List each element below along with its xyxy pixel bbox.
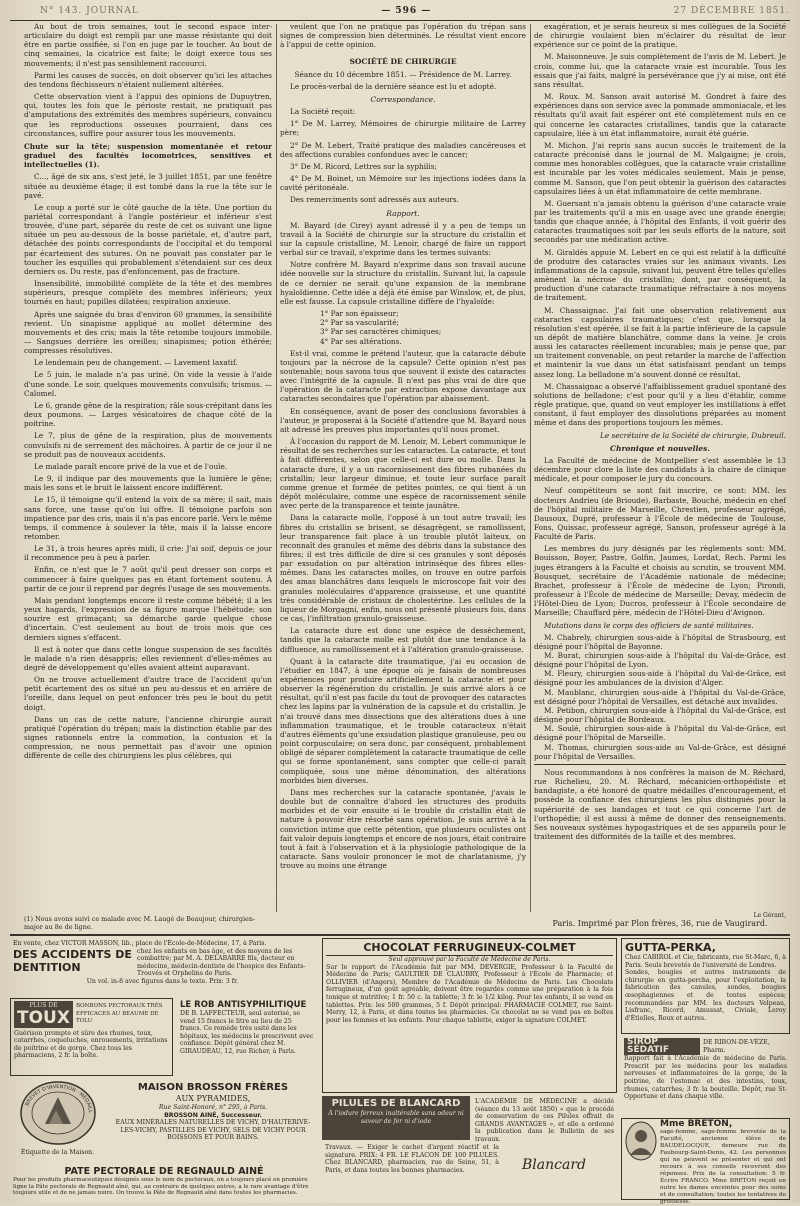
- list-item: 2° Par sa vascularité;: [320, 318, 399, 328]
- ad-gutta-body: Sondes, bougies et autres instruments de chirurgie en gutta-percha, pour l'exploitation, la fabrication des canules, sondes, bougies œsophagiennes et de toutes espèces; recommandées par MM. les docteurs Velpeau, Lisfranc, Ricord, Amussat, Civiale, Leroy d'Étiolles, Roux et autres.: [625, 969, 786, 1022]
- paragraph: M. Guersant n'a jamais obtenu la guérison d'une cataracte vraie par les traitements qu'il a mis en usage avec une grande énergie; tandis que chaque année, à l'hôpital des Enfants, il voit guérir des cataractes traumatiques soit par les seuls efforts de la nature, soit secondés par une médication active.: [534, 198, 786, 245]
- ad-blancard-right: L'ACADÉMIE DE MÉDECINE a décidé (séance du 13 août 1850) « que le procédé de conservation de ces Pilules offrait de GRANDS AVANTAGES », et elle a ordonné la publication dans le Bulletin de ses travaux.: [475, 1098, 614, 1143]
- ad-blancard-left: Travaux. — Exiger le cachet d'argent réactif et la signature. PRIX: 4 FR. LE FLACON DE 100 PILULES. Chez BLANCARD, pharmacien, rue de Seine, 51, à Paris, et dans toutes les bonnes pharmacies.: [325, 1144, 499, 1174]
- ad-brosson-body: EAUX MINÉRALES NATURELLES DE VICHY, D'HAUTERIVE-LES-VICHY, PASTILLES DE VICHY, SELS DE VICHY POUR BOISSONS ET POUR BAINS.: [115, 1119, 311, 1142]
- paragraph: M. Petibon, chirurgien sous-aide à l'hôpital du Val-de-Grâce, est désigné pour l'hôpital de Bordeaux.: [534, 705, 786, 725]
- ad-breton-body: sage-femme, sage-femme brevetée de la Faculté, ancienne élève de BAUDELOCQUE, demeure rue du Faubourg-Saint-Denis, 42. Les personnes qui ne peuvent se présenter et qui ont recours à ses conseils recevront des réponses. Prix de la consultation: 5 fr. Écrire FRANCO. Mme BRETON reçoit en outre les dames enceintes pour des soins et de consultation; toutes les tentatives de grossesse.: [660, 1128, 786, 1205]
- session-line: Séance du 10 décembre 1851. — Présidence de M. Larrey.: [294, 69, 512, 79]
- paragraph: Le 15, il témoigne qu'il entend la voix de sa mère; il sait, mais sans force, une tasse qu'on lui offre. Il témoigne parfois son impatience par des cris, mais il n'a pas encore parlé. Vers le même temps, il commence à soulever la tête, mais il la laisse encore retomber.: [24, 495, 272, 541]
- list-item: 4° Par ses altérations.: [320, 336, 402, 346]
- corr-item: Des remerciments sont adressés aux auteurs.: [290, 195, 459, 205]
- ad-breton: [621, 1118, 790, 1205]
- header-rule: [10, 20, 790, 21]
- paragraph: Le 9, il indique par des mouvements que la lumière le gêne; mais les sons et le bruit le laissent encore indifférent.: [24, 474, 272, 493]
- ad-brosson-sub: AUX PYRAMIDES,: [175, 1094, 251, 1103]
- ad-masson-line1: En vente, chez VICTOR MASSON, lib., place de l'École-de-Médecine, 17, à Paris.: [13, 940, 267, 947]
- corr-item: 4° De M. Boinet, un Mémoire sur les injections iodées dans la cavité péritonéale.: [280, 174, 526, 193]
- paragraph: M. Bayard (de Cirey) ayant adressé il y a peu de temps un travail à la Société de chirurgie sur la structure du cristallin et sur la capsule cristalline, M. Lenoir, chargé de faire un rapport verbal sur ce travail, s'exprime dans les termes suivants:: [280, 220, 526, 258]
- list-item: 3° Par ses caractères chimiques;: [320, 327, 442, 337]
- ad-toux-body: Guérison prompte et sûre des rhumes, toux, catarrhes, coqueluches, enrouements, irritations de poitrine et de gorge. Chez tous les pharmaciens, 2 fr. la boîte.: [14, 1029, 168, 1060]
- paragraph: Le lendemain peu de changement. — Lavement laxatif.: [34, 358, 238, 368]
- ad-toux: [10, 998, 173, 1076]
- column-3: [534, 22, 786, 912]
- ad-blancard-signature: Blancard: [522, 1157, 586, 1173]
- header-left: N° 143. JOURNAL: [40, 6, 139, 16]
- paragraph: Insensibilité, immobilité complète de la tête et des membres supérieurs, presque complète des membres inférieurs; yeux tournés en haut; pupilles dilatées; respiration anxieuse.: [24, 279, 272, 307]
- ad-rob: [177, 998, 317, 1076]
- paragraph: Les membres du jury désignés par les règlements sont: MM. Bouisson, Boyer, Pastre, Golfin, Jaumes, Lordat, Rech. Parmi les juges étrangers à la Faculté et choisis au scrutin, se trouvent MM. Bousquet, secrétaire de l'Académie nationale de médecine; Brachet, professeur à l'École de médecine de Lyon; Pirondi, professeur à l'École de médecine de Marseille; Devay, médecin de l'Hôtel-Dieu de Lyon; Ducros, professeur à l'École secondaire de Marseille; Chauffard père, médecin de l'Hôtel-Dieu d'Avignon.: [534, 544, 786, 618]
- paragraph: Mais pendant longtemps encore il reste comme hébété; il a les yeux hagards, l'expression de sa figure marque l'hébétude; son sourire est grimaçant; sa démarche garde quelque chose d'incertain. C'est seulement au bout de trois mois que ces derniers signes s'effacent.: [24, 595, 272, 642]
- paragraph: Est-il vrai, comme le prétend l'auteur, que la cataracte débute toujours par la nécrose de la capsule? Cette opinion n'est pas soutenable; nous savons tous que souvent il existe des cataractes avec l'intégrité de la capsule. Il n'est pas plus vrai de dire que l'opération de la cataracte par extraction expose davantage aux cataractes secondaires que l'opération par abaissement.: [280, 348, 526, 404]
- paragraph: On ne trouve actuellement d'autre trace de l'accident qu'un petit écartement des os situé un peu au-dessus et en arrière de l'oreille, dans lequel on peut enfoncer très peu le bout du petit doigt.: [24, 675, 272, 712]
- ad-blancard-banner: [322, 1096, 470, 1140]
- ad-gutta-head: Chez CABIROL et Cie, fabricants, rue St-Marc, 6, à Paris. Seuls brevetés de l'université de Londres.: [625, 954, 786, 969]
- paragraph: En conséquence, avant de poser des conclusions favorables à l'auteur, je proposerai à la Société d'attendre que M. Bayard nous ait adressé les preuves plus importantes qu'il nous promet.: [280, 406, 526, 434]
- corr-item: 3° De M. Ricord, Lettres sur la syphilis;: [290, 161, 437, 171]
- ad-chocolat: [322, 938, 617, 1093]
- paragraph: Notre confrère M. Bayard n'exprime dans son travail aucune idée nouvelle sur la structure du cristallin. Suivant lui, la capsule de ce dernier ne serait qu'une expansion de la membrane hyaloïdienne. Cette idée a déjà été émise par Winslow, et, de plus, elle est fausse. La capsule cristalline diffère de l'hyaloïde:: [280, 260, 526, 306]
- paragraph: M. Chabrely, chirurgien sous-aide à l'hôpital de Strasbourg, est désigné pour l'hôpital de Bayonne.: [534, 632, 786, 651]
- paragraph: exagération, et je serais heureux si mes collègues de la Société de chirurgie voulaient bien m'éclairer du résultat de leur expérience sur ce point de la pratique.: [534, 22, 786, 50]
- rapport-title: Rapport.: [386, 208, 420, 218]
- seal-emblem-icon: [19, 1080, 97, 1146]
- secretary-signature: Le secrétaire de la Société de chirurgie, Dubreuil.: [600, 430, 786, 440]
- paragraph: Le coup a porté sur le côté gauche de la tête. Une portion du pariétal correspondant à l'angle postérieur et inférieur s'est trouvée, d'une part, séparée du reste de cet os suivant une ligne située un peu au-dessous de la bosse pariétale, et, d'autre part, détachée des points correspondants de l'occipital et du temporal par écartement des sutures. On ne pouvait pas constater par le toucher les esquilles qui probablement s'étendaient sur ces deux derniers os. Du reste, pas d'enfoncement, pas de fracture.: [24, 202, 272, 276]
- ads-rule: [10, 934, 790, 936]
- paragraph: M. Soulé, chirurgien sous-aide à l'hôpital du Val-de-Grâce, est désigné pour l'hôpital de Marseille.: [534, 724, 786, 743]
- paragraph: Après une saignée du bras d'environ 60 grammes, la sensibilité revient. Un sinapisme appliqué au mollet détermine des mouvements et des cris; mais la tête retombe toujours immobile. — Sangsues derrière les oreilles; sinapismes; potion éthérée; compresses résolutives.: [24, 309, 272, 356]
- paragraph: Le malade paraît encore privé de la vue et de l'ouïe.: [34, 461, 228, 471]
- ad-brosson-succ: BROSSON AINÉ, Successeur.: [164, 1111, 262, 1119]
- paragraph: M. Fleury, chirurgien sous-aide à l'hôpital du Val-de-Grâce, est désigné pour les ambulances de la division d'Alger.: [534, 669, 786, 688]
- ad-brosson-title: MAISON BROSSON FRÈRES: [137, 1082, 289, 1093]
- paragraph: M. Burat, chirurgien sous-aide à l'hôpital du Val-de-Grâce, est désigné pour l'hôpital de Lyon.: [534, 651, 786, 670]
- ad-choc-sub: Seul approuvé par la Faculté de Médecine de Paris.: [388, 956, 551, 963]
- ad-blancard: [322, 1096, 617, 1200]
- society-title: SOCIÉTÉ DE CHIRURGIE: [349, 57, 457, 67]
- page-header: [40, 6, 790, 20]
- column-2: [280, 22, 526, 912]
- ad-blancard-title: PILULES DE BLANCARD: [331, 1098, 461, 1109]
- footnote: (1) Nous avons suivi ce malade avec M. Laugé de Beaujour, chirurgien-major au 8e de ligne.: [24, 915, 256, 931]
- ad-regnauld-body: Pour les produits pharmaceutiques désignés sous le nom de pectoraux, on a toujours placé en première ligne la Pâte pectorale de Regnauld aîné, qui, au contraire de quelques autres, a le rare avantage d'être toujours utile et de ne jamais nuire. On trouve la Pâte de Regnauld aîné dans toutes les pharmacies.: [13, 1177, 309, 1197]
- corr-item: 2° De M. Lebert, Traité pratique des maladies cancéreuses et des affections curables confondues avec le cancer;: [280, 140, 526, 159]
- paragraph: Parmi les causes de succès, on doit observer qu'ici les attaches des tendons fléchisseurs n'étaient nullement altérées.: [24, 70, 272, 89]
- paragraph: veulent que l'on ne pratique pas l'opération du trépan sans signes de compression bien déterminés. Le résultat vient encore à l'appui de cette opinion.: [280, 22, 526, 50]
- paragraph: Le 6, grande gêne de la respiration; râle sous-crépitant dans les deux poumons. — Larges vésicatoires de chaque côté de la poitrine.: [24, 400, 272, 429]
- seal-ring-text: BREVET D'INVENTION · MÉDAILL: [23, 1083, 93, 1114]
- column-divider: [276, 24, 277, 912]
- ad-toux-title: TOUX: [17, 1007, 70, 1028]
- ad-blancard-sub: À l'iodure ferreux inaltérable sans odeur ni saveur de fer ni d'iode: [328, 1110, 464, 1125]
- column-1: [24, 22, 272, 912]
- header-right: 27 DÉCEMBRE 1851.: [673, 6, 790, 16]
- paragraph: Neuf compétiteurs se sont fait inscrire, ce sont: MM. les docteurs Andrieu (de Brioude), Barbaste, Bouché, médecin en chef de l'hôpital militaire de Marseille, Chrestien, professeur agrégé, Dausoux, Dupré, professeur à l'École de médecine de Toulouse, Fons, Quissac, professeur agrégé, Sanson, professeur agrégé à la Faculté de Paris.: [534, 486, 786, 542]
- paragraph: Dans mes recherches sur la cataracte spontanée, j'avais le double but de connaître d'abord les structures des produits morbides et de voir ensuite si le trouble du cristallin était de nature à pouvoir être résorbé sans opération. Je suis arrivé à la conviction intime que cette pétention, que plusieurs oculistes ont fait valoir depuis longtemps et encore de nos jours, était contraire tout à fait à l'observation et à la physiologie pathologique de la cataracte. Sans vouloir prononcer le mot de charlatanisme, j'y trouve au moins une étrange: [280, 787, 526, 871]
- ad-brosson-addr: Rue Saint-Honoré, n° 295, à Paris.: [158, 1104, 268, 1111]
- paragraph: M. Chassaignac a observé l'affaiblissement graduel spontané des solutions de belladone; c'est pour qu'il y a lieu d'établir, comme règle pratique, que, quand on veut employer les instillations à effet constant, il faut employer des dissolutions préparées au moment même et dans des proportions toujours les mêmes.: [534, 381, 786, 428]
- section-title: Chute sur la tête; suspension momentanée et retour graduel des facultés locomotrices, sensitives et intellectuelles (1).: [24, 141, 272, 170]
- paragraph: La Faculté de médecine de Montpellier s'est assemblée le 13 décembre pour clore la liste des candidats à la chaire de clinique médicale, et pour composer le jury du concours.: [534, 455, 786, 484]
- ad-toux-top: PLUS DE: [29, 1002, 58, 1009]
- ad-seal: [10, 1080, 105, 1162]
- chronicle-title: Chronique et nouvelles.: [610, 443, 710, 453]
- column-divider: [530, 24, 531, 912]
- ad-gutta: [621, 938, 790, 1034]
- paragraph: M. Maisonneuve. Je suis complètement de l'avis de M. Lebert. Je crois, comme lui, que la cataracte vraie est incurable. Tous les essais que j'ai faits, malgré la persévérance que j'y ai mise, ont été sans résultat.: [534, 52, 786, 89]
- ad-toux-side: BONBONS PECTORAUX TRÈS EFFICACES AU BEAUME DE TOLU: [75, 1002, 163, 1025]
- ad-gutta-title: GUTTA-PERKA,: [625, 941, 716, 954]
- ad-brosson: [108, 1080, 318, 1162]
- paragraph: À l'occasion du rapport de M. Lenoir, M. Lebert communique le résultat de ses recherches sur les cataractes. La cataracte, et tout à fait différentes, selon que celle-ci est dure ou molle. Dans la cataracte dure, il y a un racornissement des fibres rubanées du cristallin; leur largeur diminue, et toute leur surface paraît comme grenue et formée de petites pointes, ce qui tient à un dépôt moléculaire, comme une espèce de racornissement sénile avec perte de la transparence et teinte jaunâtre.: [280, 437, 526, 511]
- paragraph: M. Giraldès appuie M. Lebert en ce qui est relatif à la difficulté de produire des cataractes vraies sur les animaux vivants. Les inflammations de la capsule, suivant lui, peuvent être telles qu'elles amènent la nécrose du cristallin; dont, par conséquent, la production d'une cataracte traumatique réfractaire à nos moyens de traitement.: [534, 247, 786, 303]
- paragraph: M. Thomas, chirurgien sous-aide au Val-de-Grâce, est désigné pour l'hôpital de Versailles.: [534, 742, 786, 761]
- ad-seal-caption: Étiquette de la Maison.: [20, 1148, 95, 1156]
- paragraph: La cataracte dure est donc une espèce de dessèchement, tandis que la cataracte molle est plutôt due une tendance à la diffluence, au ramollissement et à l'altération granulo-graisseuse.: [280, 626, 526, 654]
- ad-sirop: [621, 1036, 790, 1116]
- corr-item: La Société reçoit:: [290, 107, 356, 117]
- ad-toux-badge: [14, 1001, 73, 1028]
- paragraph: Le 5 juin, le malade n'a pas uriné. On vide la vessie à l'aide d'une sonde. Le soir, quelques mouvements convulsifs; trismus. — Calomel.: [24, 370, 272, 398]
- ad-sirop-title: SIROP SÉDATIF: [624, 1038, 700, 1055]
- ad-sirop-side: DE RIBON-DE-VÈZE, Pharm.: [703, 1039, 770, 1054]
- ad-masson-title: DES ACCIDENTS DE DENTITION: [13, 947, 132, 974]
- ad-rob-title: LE ROB ANTISYPHILITIQUE: [180, 1000, 307, 1010]
- paragraph: Enfin, ce n'est que le 7 août qu'il peut dresser son corps et commencer à faire quelques pas en étant fortement soutenu. À partir de ce jour il reprend par degrés l'usage de ses mouvements.: [24, 565, 272, 593]
- paragraph: Cette observation vient à l'appui des opinions de Dupuytren, qui, toutes les fois que le périoste restait, ne pratiquait pas d'amputations des extrémités des membres supérieurs, convaincu que les reproductions osseuses pourraient, dans ces circonstances, suffire pour assurer tous les mouvements.: [24, 92, 272, 138]
- paragraph: M. Maublanc, chirurgien sous-aide à l'hôpital du Val-de-Grâce, est désigné pour l'hôpital de Versailles, est détaché aux invalides.: [534, 687, 786, 706]
- paragraph: C..., âgé de six ans, s'est jeté, le 3 juillet 1851, par une fenêtre située au deuxième étage; il est tombé dans la rue la tête sur le pavé.: [24, 172, 272, 200]
- portrait-icon: [625, 1121, 657, 1161]
- paragraph: Dans la cataracte molle, l'opposé à un tout autre travail; les fibres du cristallin se brisent, se désagrègent, se ramollissent, leur transparence fait place à un trouble plutôt laiteux, on reconnaît des granules et même des débris dans la substance des fibres; il est très difficile de dire si ces granules y sont déposés par exsudation ou par altération intrinsèque des fibres elles-mêmes. Dans les cataractes molles, on trouve en outre parfois des amas blanchâtres dans lesquels le microscope fait voir des granules moléculaires d'apparence graisseuse, et une quantité très considérable de cristaux de cholestérine. Les cellules de la liqueur de Morgagni, enfin, nous ont présenté plusieurs fois, dans ce cas, l'infiltration granulo-graisseuse.: [280, 513, 526, 624]
- correspondance-title: Correspondance.: [370, 94, 436, 104]
- paragraph: Nous recommandons à nos confrères la maison de M. Réchard, rue Richelieu, 20. M. Réchard, mécanicien-orthopédiste et bandagiste, a été honoré de quatre médailles d'encouragement, et possède la confiance des chirurgiens les plus distingués pour la supériorité de ses bandages et tout ce qui concerne l'art de l'orthopédie; il est aussi à même de donner des renseignements. Ses nouveaux systèmes hypogastriques et de ses appareils pour le traitement des difformités de la taille et des membres.: [534, 764, 786, 841]
- ad-breton-title: Mme BRETON,: [660, 1119, 733, 1129]
- subheading: Mutations dans le corps des officiers de santé militaires.: [544, 620, 754, 630]
- gerant-label: Le Gérant,: [753, 912, 786, 919]
- paragraph: M. Chassaignac. J'ai fait une observation relativement aux cataractes capsulaires traumatiques; c'est que, lorsque la résolution s'est opérée, il se fait à la partie inférieure de la capsule un dépôt de matière blanchâtre, comme dans la veine. Je crois aussi les cataractes réellement incurables; mais je pense que, par un traitement convenable, on peut retarder la marche de l'affection et maintenir la vue dans un état satisfaisant pendant un temps assez long. La belladone m'a souvent donné ce résultat.: [534, 305, 786, 379]
- ad-choc-title: CHOCOLAT FERRUGINEUX-COLMET: [326, 941, 613, 956]
- paragraph: M. Michon. J'ai repris sans aucun succès le traitement de la cataracte préconisé dans le journal de M. Malgaigne; je crois, comme mes honorables collègues, que la cataracte vraie cristalline est incurable par les voies médicales seulement. Mais je pense, comme M. Sanson, que l'on peut obtenir la guérison des cataractes capsulaires liées à un état inflammatoire de cette membrane.: [534, 140, 786, 196]
- ad-choc-body: Sur le rapport de l'Académie fait par MM. DEVERGIE, Professeur à la Faculté de Médecine de Paris; GAULTIER DE CLAUBRY, Professeur à l'École de Pharmacie; et OLLIVIER (d'Angers), Membre de l'Académie de Médecine de Paris. Les Chocolats ferrugineux, d'un goût agréable, doivent être regardés comme une préparation à la fois tonique et nutritive; 1 fr. 50 c. la tablette; 3 fr. le 1/2 kilog. Pour les enfants, il se vend en tablettes. Prix: les 500 grammes, 5 f. Dépôt principal: PHARMACIE COLMET, rue Saint-Merry, 12, à Paris, et dans toutes les pharmacies. Ce chocolat ne se vend pas en boîtes pour les femmes et les enfants. Pour chaque tablette, exiger la signature COLMET.: [326, 963, 613, 1024]
- paragraph: Quant à la cataracte dite traumatique, j'ai eu occasion de l'étudier en 1847, à une époque où je faisais de nombreuses expériences pour produire artificiellement la cataracte et pour observer la régénération du cristallin. Je suis arrivé alors à ce résultat, qu'il n'est pas facile du tout de provoquer des cataractes chez les lapins par la vulnération de la capsule et du cristallin. Je n'ai trouvé dans mes dissections que des altérations dues à une inflammation traumatique, et le trouble cataracteux n'était d'autres éléments qu'une exsudation plastique granuleuse, peu ou point corpusculaire; on sera donc, par conséquent, probablement obligé de séparer complètement la cataracte traumatique de celle qui se forme spontanément, sans compter que celle-ci paraît compliquée, sous une même dénomination, des altérations morbides bien diverses.: [280, 656, 526, 785]
- page-number: — 596 —: [381, 6, 432, 16]
- ad-masson-body: chez les enfants en bas âge, et des moyens de les combattre; par M. A. DELABARRE fils, docteur en médecine, médecin-dentiste de l'hospice des Enfants-Trouvés et Orphelins de Paris.: [137, 947, 306, 978]
- ad-regnauld: [10, 1164, 318, 1200]
- advertisements: [10, 938, 790, 1205]
- paragraph: Au bout de trois semaines, tout le second espace inter-articulaire du doigt est rempli par une masse résistante qui doit être en partie ossifiée, si l'on en juge par le toucher. Au bout de cinq semaines, la cicatrice est faite; le doigt exerce tous ses mouvements; il n'est pas sensiblement raccourci.: [24, 22, 272, 68]
- paragraph: Dans un cas de cette nature, l'ancienne chirurgie aurait pratiqué l'opération du trépan; mais la distinction établie par des signes rationnels entre la commotion, la contusion et la compression, ne nous permettait pas d'avoir une opinion différente de celle des chirurgiens les plus célèbres, qui: [24, 714, 272, 761]
- imprint: [534, 912, 786, 928]
- list-item: 1° Par son épaisseur;: [320, 309, 399, 319]
- paragraph: Il est à noter que dans cette longue suspension de ses facultés le malade n'a rien désappris; elles reviennent d'elles-mêmes au degré de développement qu'elles avaient atteint auparavant.: [24, 644, 272, 672]
- paragraph: Le 31, à trois heures après midi, il crie: J'ai soif, depuis ce jour il recommence peu à peu à parler.: [24, 544, 272, 563]
- paragraph: M. Roux. M. Sanson avait autorisé M. Gondret à faire des expériences dans son service avec la pommade ammoniacale, et les résultats qu'il avait fait espérer ont été complètement nuls en ce qui concerne les cataractes cristallines, tandis que la cataracte capsulaire, liée à un état inflammatoire, aurait été guérie.: [534, 92, 786, 138]
- corr-item: 1° De M. Larrey, Mémoires de chirurgie militaire de Larrey père;: [280, 119, 526, 138]
- paragraph: Le 7, plus de gêne de la respiration, plus de mouvements convulsifs ni de serrement des mâchoires. À partir de ce jour il ne se produit pas de nouveaux accidents.: [24, 431, 272, 459]
- proces-verbal-line: Le procès-verbal de la dernière séance est lu et adopté.: [290, 81, 497, 91]
- ad-masson: [10, 938, 315, 996]
- ad-masson-price: Un vol. in-8 avec figures dans le texte. Prix: 3 fr.: [86, 977, 239, 985]
- ad-sirop-body: Rapport fait à l'Académie de médecine de Paris. Prescrit par les médecins pour les maladies nerveuses et inflammatoires de la gorge, de la poitrine, de l'estomac et des intestins, toux, rhumes, catarrhes; 3 fr. la bouteille. Dépôt, rue St-Opportune et dans chaque ville.: [624, 1055, 787, 1101]
- imprint-line: Paris. Imprimé par Plon frères, 36, rue de Vaugirard.: [552, 919, 768, 928]
- ad-regnauld-title: PATE PECTORALE DE REGNAULD AINÉ: [64, 1166, 264, 1177]
- ad-rob-body: DE B. LAFFECTEUR, seul autorisé, se vend 15 francs le litre au lieu de 25 francs. Ce remède très usité dans les hôpitaux, les médecins le prescrivent avec confiance. Dépôt général chez M. GIRAUDEAU, 12, rue Richer, à Paris.: [180, 1010, 314, 1055]
